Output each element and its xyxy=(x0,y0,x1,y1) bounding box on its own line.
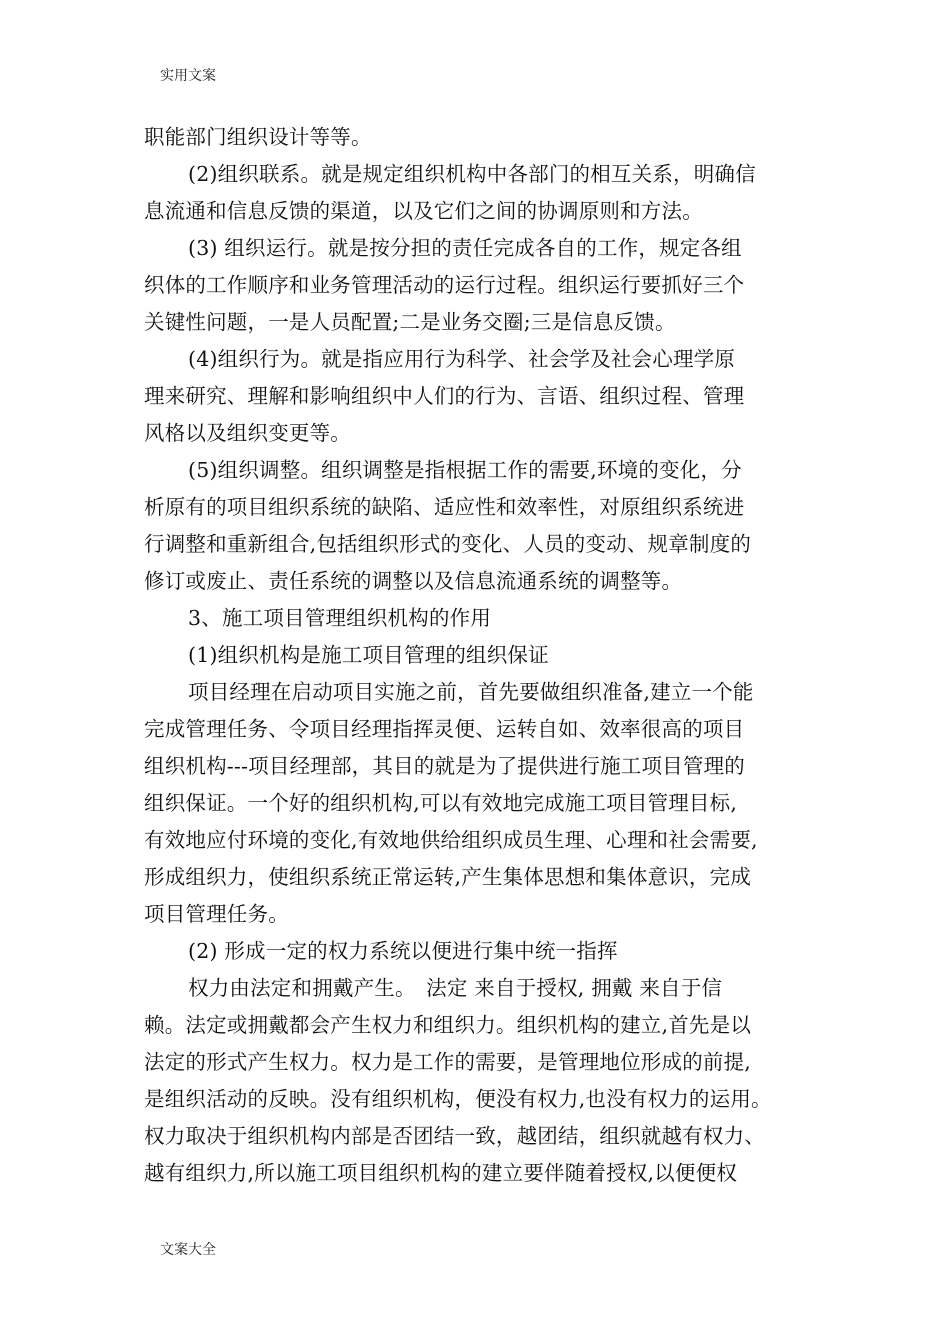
subsection-heading: (1)组织机构是施工项目管理的组织保证 xyxy=(188,643,549,667)
text-line: 组织机构---项目经理部，其目的就是为了提供进行施工项目管理的 xyxy=(144,754,745,778)
text-line: 行调整和重新组合,包括组织形式的变化、人员的变动、规章制度的 xyxy=(144,532,752,556)
text-line: 职能部门组织设计等等。 xyxy=(144,125,372,149)
text-line: 权力取决于组织机构内部是否团结一致，越团结，组织就越有权力、 xyxy=(144,1124,765,1148)
running-footer: 文案大全 xyxy=(160,1242,216,1258)
text-line: 形成组织力，使组织系统正常运转,产生集体思想和集体意识，完成 xyxy=(144,865,752,889)
text-line: 析原有的项目组织系统的缺陷、适应性和效率性，对原组织系统进 xyxy=(144,495,745,519)
text-line: 项目经理在启动项目实施之前，首先要做组织准备,建立一个能 xyxy=(188,680,754,704)
text-line: (4)组织行为。就是指应用行为科学、社会学及社会心理学原 xyxy=(188,347,736,371)
text-line: (5)组织调整。组织调整是指根据工作的需要,环境的变化，分 xyxy=(188,458,742,482)
text-line: 权力由法定和拥戴产生。 法定 来自于授权, 拥戴 来自于信 xyxy=(188,976,723,1000)
section-heading: 3、施工项目管理组织机构的作用 xyxy=(188,606,492,630)
text-line: 赖。法定或拥戴都会产生权力和组织力。组织机构的建立,首先是以 xyxy=(144,1013,752,1037)
text-line: 风格以及组织变更等。 xyxy=(144,421,351,445)
text-line: 是组织活动的反映。没有组织机构，便没有权力,也没有权力的运用。 xyxy=(144,1087,772,1111)
text-line: 越有组织力,所以施工项目组织机构的建立要伴随着授权,以便便权 xyxy=(144,1161,738,1185)
running-header: 实用文案 xyxy=(160,68,216,84)
text-line: 理来研究、理解和影响组织中人们的行为、言语、组织过程、管理 xyxy=(144,384,745,408)
text-line: 法定的形式产生权力。权力是工作的需要，是管理地位形成的前提, xyxy=(144,1050,752,1074)
text-line: 有效地应付环境的变化,有效地供给组织成员生理、心理和社会需要, xyxy=(144,828,758,852)
text-line: (2)组织联系。就是规定组织机构中各部门的相互关系，明确信 xyxy=(188,162,756,186)
text-line: 息流通和信息反馈的渠道，以及它们之间的协调原则和方法。 xyxy=(144,199,703,223)
text-line: 项目管理任务。 xyxy=(144,902,289,926)
body-text xyxy=(144,119,812,1192)
text-line: 完成管理任务、令项目经理指挥灵便、运转自如、效率很高的项目 xyxy=(144,717,745,741)
subsection-heading: (2) 形成一定的权力系统以便进行集中统一指挥 xyxy=(188,939,618,963)
text-line: (3) 组织运行。就是按分担的责任完成各自的工作，规定各组 xyxy=(188,236,742,260)
text-line: 关键性问题，一是人员配置;二是业务交圈;三是信息反馈。 xyxy=(144,310,676,334)
text-line: 织体的工作顺序和业务管理活动的运行过程。组织运行要抓好三个 xyxy=(144,273,745,297)
text-line: 组织保证。一个好的组织机构,可以有效地完成施工项目管理目标, xyxy=(144,791,738,815)
text-line: 修订或废止、责任系统的调整以及信息流通系统的调整等。 xyxy=(144,569,683,593)
